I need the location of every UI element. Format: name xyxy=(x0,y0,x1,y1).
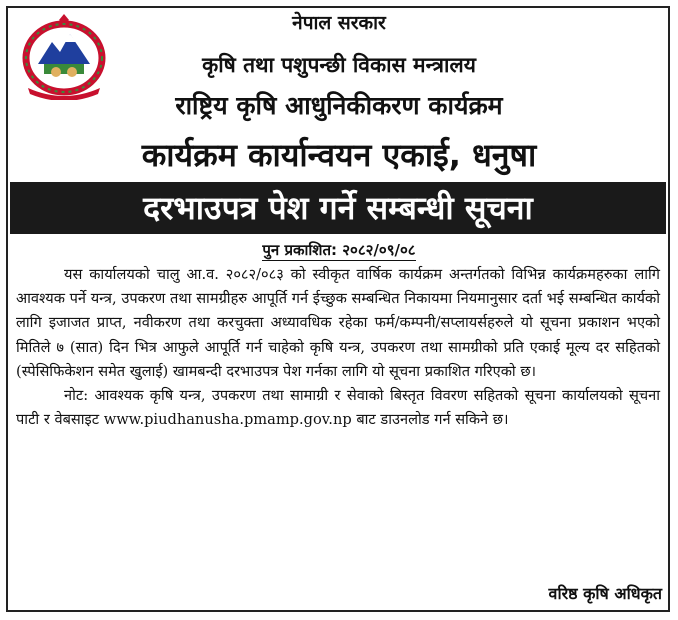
notice-paragraph-main: यस कार्यालयको चालु आ.व. २०८२/०८३ को स्वीकृत वार्षिक कार्यक्रम अन्तर्गतको विभिन्न कार्यक्रमहरुका लागि आवश्यक पर्ने यन्त्र, उपकरण तथा सामग्रीहरु आपूर्ति गर्न ईच्छुक सम्बन्धित निकायमा नियमानुसार दर्ता भई सम्बन्धित कार्यको लागि इजाजत प्राप्त, नवीकरण तथा करचुक्ता अध्यावधिक रहेका फर्म/कम्पनी/सप्लायर्सहरुले यो सूचना प्रकाशन भएको मितिले ७ (सात) दिन भित्र आफुले आपूर्ति गर्न चाहेको कृषि यन्त्र, उपकरण तथा सामग्रीको प्रति एकाई मूल्य दर सहितको (स्पेसिफिकेशन समेत खुलाई) खामबन्दी दरभाउपत्र पेश गर्नका लागि यो सूचना प्रकाशित गरिएको छ। xyxy=(16,266,660,380)
unit-title: कार्यक्रम कार्यान्वयन एकाई, धनुषा xyxy=(141,136,537,174)
notice-banner xyxy=(10,182,666,234)
program-title: राष्ट्रिय कृषि आधुनिकीकरण कार्यक्रम xyxy=(175,91,503,120)
ministry-title: कृषि तथा पशुपन्छी विकास मन्त्रालय xyxy=(202,53,476,77)
notice-banner-title: दरभाउपत्र पेश गर्ने सम्बन्धी सूचना xyxy=(143,189,533,227)
republished-date xyxy=(0,240,678,260)
government-title: नेपाल सरकार xyxy=(292,12,386,34)
notice-paragraph-note: नोट: आवश्यक कृषि यन्त्र, उपकरण तथा सामाग्री र सेवाको बिस्तृत विवरण सहितको सूचना कार्यालयको सूचना पाटी र वेबसाइट www.piudhanusha.pmamp.gov.np बाट डाउनलोड गर्न सकिने छ। xyxy=(16,387,660,429)
signature: वरिष्ठ कृषि अधिकृत xyxy=(548,584,662,603)
republished-date-text: पुन प्रकाशित: २०८२/०९/०८ xyxy=(262,241,416,259)
notice-body xyxy=(16,263,660,432)
